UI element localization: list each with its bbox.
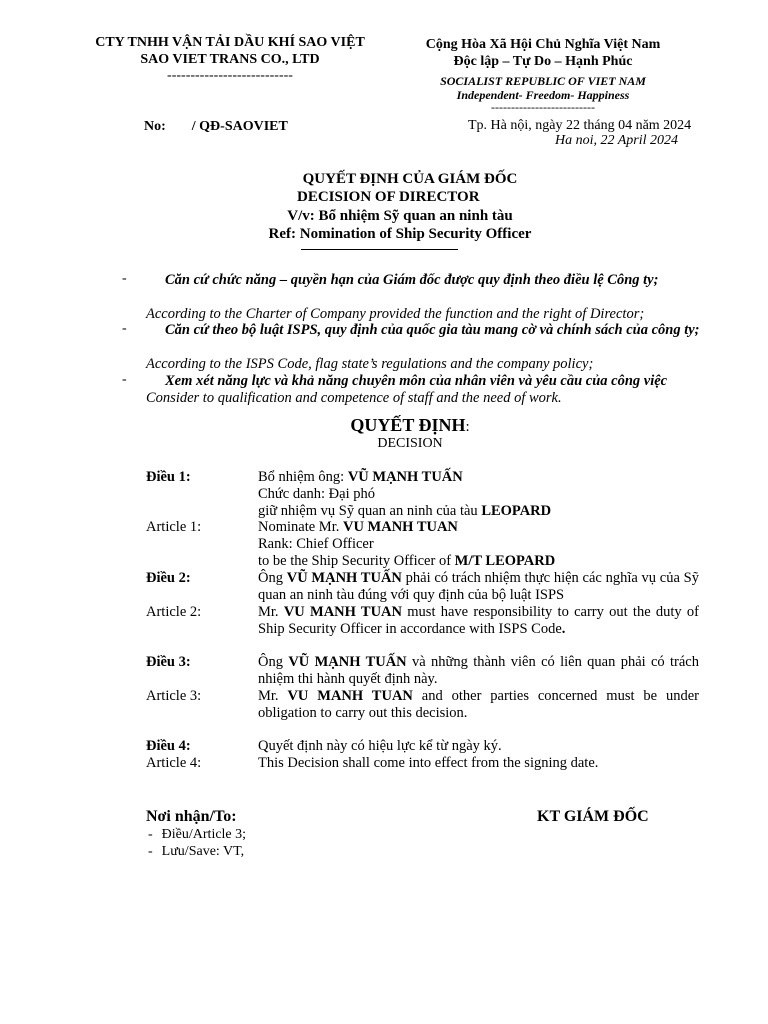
recipient-dash: - bbox=[148, 827, 153, 842]
number-label: No: bbox=[144, 119, 166, 134]
basis-3-en: Consider to qualification and competence of staff and the need of work. bbox=[146, 390, 562, 406]
article-1-vi-line3 bbox=[258, 503, 699, 520]
article-2-vi-text bbox=[258, 570, 699, 604]
article-1-vi-line1 bbox=[258, 469, 699, 486]
decision-colon: : bbox=[465, 419, 470, 435]
heading-subject-vi: V/v: Bổ nhiệm Sỹ quan an ninh tàu bbox=[287, 208, 513, 224]
a3-en-rest: and other parties concerned must be under obligation to carry out this decision. bbox=[258, 688, 699, 721]
a2-en-rest: must have responsibility to carry out the duty of Ship Security Officer in accordance with ISPS Code bbox=[258, 604, 700, 637]
a2-en-period: . bbox=[561, 621, 566, 637]
number-code: / QĐ-SAOVIET bbox=[191, 119, 288, 134]
republic-motto-en: Independent- Freedom- Happiness bbox=[456, 88, 630, 102]
decision-number bbox=[144, 118, 288, 135]
basis-1-dash: - bbox=[122, 271, 127, 286]
basis-3-dash: - bbox=[122, 372, 127, 387]
a1-vi-prefix: Bổ nhiệm ông: bbox=[258, 469, 348, 485]
republic-motto-vi: Độc lập – Tự Do – Hạnh Phúc bbox=[453, 54, 633, 69]
article-1-en-label: Article 1: bbox=[146, 519, 202, 535]
a1-en-duty: to be the Ship Security Officer of bbox=[258, 553, 455, 569]
decision-title-en: DECISION bbox=[377, 436, 443, 451]
article-4-vi-label: Điều 4: bbox=[146, 738, 191, 754]
a2-en-prefix: Mr. bbox=[258, 604, 284, 620]
a1-vi-duty: giữ nhiệm vụ Sỹ quan an ninh của tàu bbox=[258, 503, 482, 519]
a2-vi-prefix: Ông bbox=[258, 570, 287, 586]
heading-subject-en: Ref: Nomination of Ship Security Officer bbox=[268, 226, 532, 242]
a1-en-ship: M/T LEOPARD bbox=[454, 553, 556, 569]
article-3-vi-text bbox=[258, 654, 699, 688]
article-2-en-label: Article 2: bbox=[146, 604, 202, 620]
article-1-en-line1 bbox=[258, 519, 699, 536]
date-en: Ha noi, 22 April 2024 bbox=[555, 133, 679, 148]
basis-2-vi: Căn cứ theo bộ luật ISPS, quy định của quốc gia tàu mang cờ và chính sách của công ty; bbox=[165, 322, 700, 338]
company-rule: --------------------------- bbox=[167, 68, 293, 83]
decision-title-vi: QUYẾT ĐỊNH bbox=[350, 415, 466, 435]
article-1-en-line2: Rank: Chief Officer bbox=[258, 536, 374, 552]
republic-title-en: SOCIALIST REPUBLIC OF VIET NAM bbox=[440, 74, 646, 88]
republic-title-vi: Cộng Hòa Xã Hội Chủ Nghĩa Việt Nam bbox=[425, 37, 661, 52]
recipients-title: Nơi nhận/To: bbox=[146, 808, 237, 825]
article-4-en-label: Article 4: bbox=[146, 755, 202, 771]
date-vi: Tp. Hà nội, ngày 22 tháng 04 năm 2024 bbox=[468, 118, 692, 133]
company-name-vi: CTY TNHH VẬN TẢI DẦU KHÍ SAO VIỆT bbox=[95, 35, 365, 50]
recipient-text: Lưu/Save: VT, bbox=[161, 844, 245, 859]
recipient-item bbox=[148, 826, 246, 843]
article-4-vi-text: Quyết định này có hiệu lực kể từ ngày ký. bbox=[258, 738, 502, 754]
article-3-en-text bbox=[258, 688, 699, 722]
heading-title-en: DECISION OF DIRECTOR bbox=[297, 189, 480, 205]
article-1-vi-line2: Chức danh: Đại phó bbox=[258, 486, 375, 502]
republic-rule: -------------------------- bbox=[491, 100, 595, 114]
a3-en-prefix: Mr. bbox=[258, 688, 288, 704]
a1-vi-ship: LEOPARD bbox=[481, 503, 552, 519]
basis-2-dash: - bbox=[122, 321, 127, 336]
article-3-vi-label: Điều 3: bbox=[146, 654, 191, 670]
article-1-vi-label: Điều 1: bbox=[146, 469, 191, 485]
heading-title-vi: QUYẾT ĐỊNH CỦA GIÁM ĐỐC bbox=[302, 171, 518, 187]
article-2-en-text bbox=[258, 604, 699, 638]
a2-vi-rest: phải có trách nhiệm thực hiện các nghĩa vụ của Sỹ quan an ninh tàu đúng với quy định của bộ luật ISPS bbox=[258, 570, 699, 603]
a3-vi-rest: và những thành viên có liên quan phải có trách nhiệm thi hành quyết định này. bbox=[258, 654, 699, 687]
a1-en-name: VU MANH TUAN bbox=[342, 519, 458, 535]
basis-3-vi: Xem xét năng lực và khả năng chuyên môn của nhân viên và yêu cầu của công việc bbox=[165, 373, 668, 389]
signature-title: KT GIÁM ĐỐC bbox=[537, 808, 649, 825]
a2-vi-name: VŨ MẠNH TUẤN bbox=[286, 570, 402, 586]
heading-underline bbox=[301, 249, 458, 250]
a1-vi-name: VŨ MẠNH TUẤN bbox=[347, 469, 463, 485]
article-2-vi-label: Điều 2: bbox=[146, 570, 191, 586]
a1-en-prefix: Nominate Mr. bbox=[258, 519, 343, 535]
recipient-item bbox=[148, 843, 244, 860]
article-1-en-line3 bbox=[258, 553, 699, 570]
basis-1-en: According to the Charter of Company provided the function and the right of Director; bbox=[146, 306, 645, 322]
a3-vi-name: VŨ MẠNH TUẤN bbox=[288, 654, 407, 670]
article-4-en-text: This Decision shall come into effect from the signing date. bbox=[258, 755, 599, 771]
a2-en-name: VU MANH TUAN bbox=[283, 604, 403, 620]
recipient-text: Điều/Article 3; bbox=[161, 827, 247, 842]
basis-1-vi: Căn cứ chức năng – quyền hạn của Giám đốc được quy định theo điều lệ Công ty; bbox=[165, 272, 659, 288]
article-3-en-label: Article 3: bbox=[146, 688, 202, 704]
recipient-dash: - bbox=[148, 844, 153, 859]
a3-vi-prefix: Ông bbox=[258, 654, 289, 670]
company-name-en: SAO VIET TRANS CO., LTD bbox=[140, 52, 320, 67]
a3-en-name: VU MANH TUAN bbox=[287, 688, 413, 704]
basis-2-en: According to the ISPS Code, flag state’s regulations and the company policy; bbox=[146, 356, 594, 372]
